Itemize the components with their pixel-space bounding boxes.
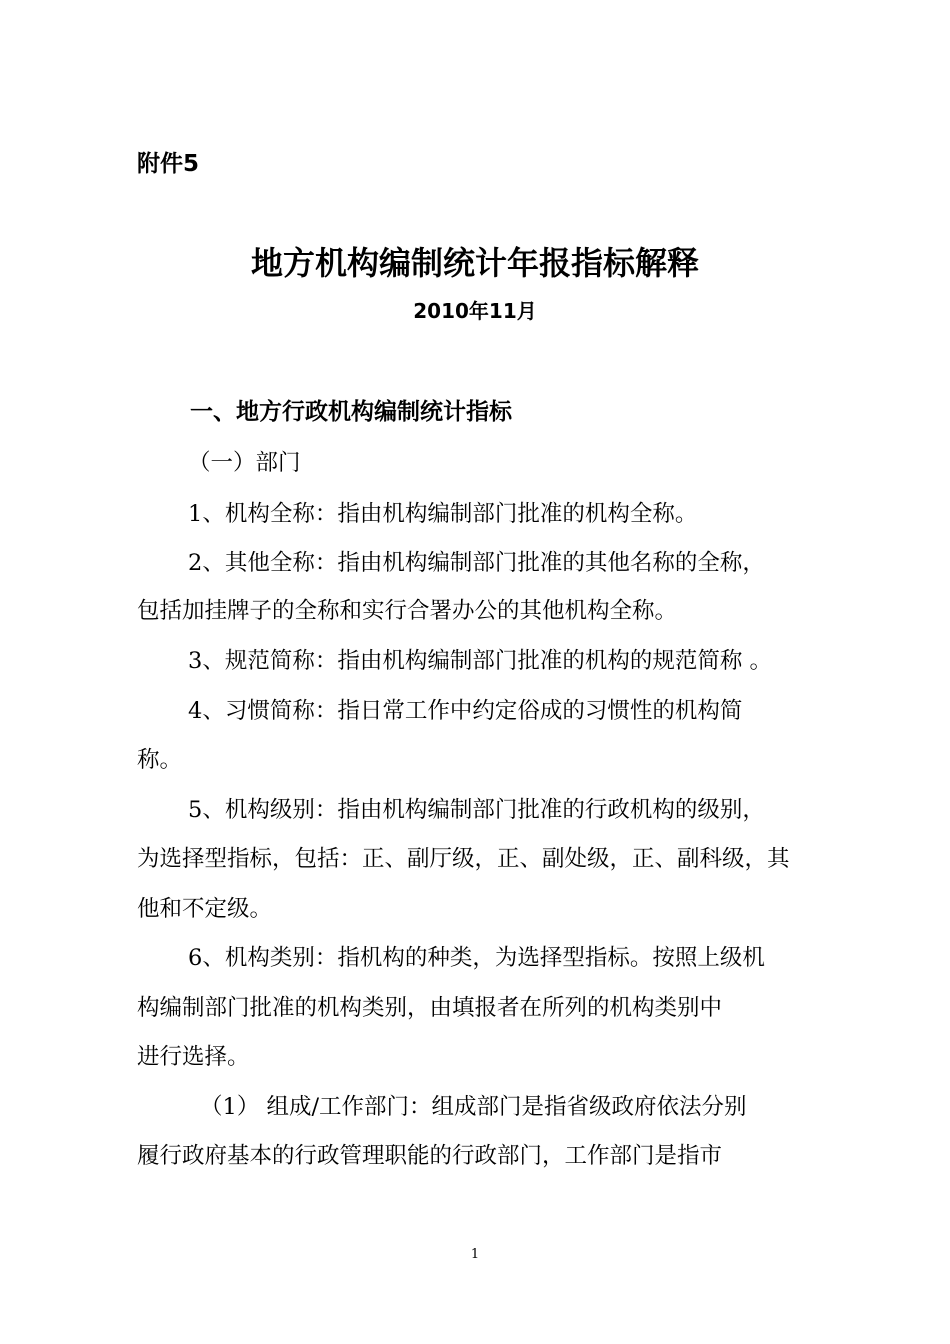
paragraph-line: 他和不定级。 bbox=[137, 896, 273, 922]
section-heading: 一、地方行政机构编制统计指标 bbox=[190, 399, 512, 425]
document-title: 地方机构编制统计年报指标解释 bbox=[250, 244, 699, 282]
attachment-label: 附件5 bbox=[137, 151, 200, 177]
paragraph-line: 称。 bbox=[137, 747, 183, 773]
paragraph-line: 5、机构级别：指由机构编制部门批准的行政机构的级别， bbox=[188, 797, 765, 823]
page-number: 1 bbox=[470, 1247, 480, 1262]
paragraph-line: 6、机构类别：指机构的种类，为选择型指标。按照上级机 bbox=[188, 945, 765, 971]
paragraph-line: 进行选择。 bbox=[137, 1044, 250, 1070]
paragraph-line: 3、规范简称：指由机构编制部门批准的机构的规范简称 。 bbox=[188, 648, 772, 674]
paragraph-line: 履行政府基本的行政管理职能的行政部门，工作部门是指市 bbox=[137, 1143, 723, 1169]
paragraph-line: 1、机构全称：指由机构编制部门批准的机构全称。 bbox=[188, 501, 698, 527]
paragraph-line: 4、习惯简称：指日常工作中约定俗成的习惯性的机构简 bbox=[188, 698, 743, 724]
subsection-heading: （一）部门 bbox=[188, 450, 301, 476]
paragraph-line: 构编制部门批准的机构类别，由填报者在所列的机构类别中 bbox=[137, 995, 723, 1021]
document-date: 2010年11月 bbox=[413, 299, 537, 323]
paragraph-line: 为选择型指标，包括：正、副厅级，正、副处级，正、副科级，其 bbox=[137, 846, 790, 872]
paragraph-line: （1） 组成/工作部门：组成部门是指省级政府依法分别 bbox=[200, 1094, 747, 1120]
paragraph-line: 包括加挂牌子的全称和实行合署办公的其他机构全称。 bbox=[137, 598, 678, 624]
paragraph-line: 2、其他全称：指由机构编制部门批准的其他名称的全称， bbox=[188, 550, 765, 576]
